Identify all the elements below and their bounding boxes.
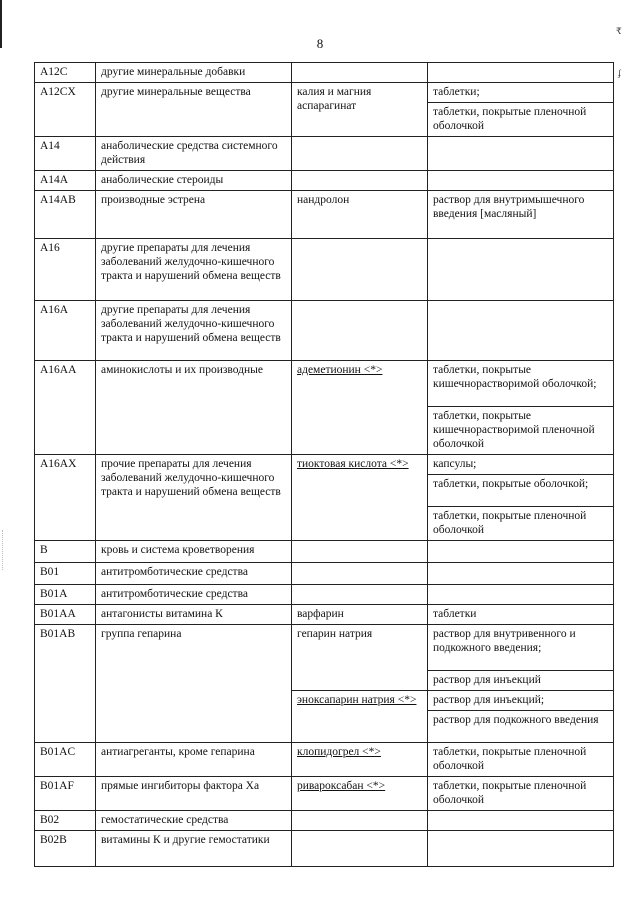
dosage-form: раствор для внутримышечного введения [масляный] xyxy=(428,191,614,239)
drug-name-cell xyxy=(292,239,428,301)
table-row xyxy=(35,831,614,867)
table-row xyxy=(35,455,614,475)
group-name: антагонисты витамина К xyxy=(96,605,292,625)
dosage-form-cell xyxy=(428,585,614,605)
drug-name-cell xyxy=(292,831,428,867)
drug-name: калия и магния аспарагинат xyxy=(292,83,428,137)
drug-name: нандролон xyxy=(292,191,428,239)
dosage-form-cell xyxy=(428,563,614,585)
table-row xyxy=(35,83,614,103)
table-row xyxy=(35,563,614,585)
atc-code: B01AA xyxy=(35,605,96,625)
drug-name-cell xyxy=(292,137,428,171)
scan-artifact xyxy=(2,530,4,570)
dosage-form: таблетки, покрытые оболочкой; xyxy=(428,475,614,507)
atc-code: A16 xyxy=(35,239,96,301)
atc-code: A16AA xyxy=(35,361,96,455)
drug-name-cell xyxy=(292,63,428,83)
dosage-form: таблетки xyxy=(428,605,614,625)
atc-code: A16AX xyxy=(35,455,96,541)
group-name: другие минеральные добавки xyxy=(96,63,292,83)
table-row xyxy=(35,191,614,239)
table-row xyxy=(35,585,614,605)
dosage-form-cell xyxy=(428,301,614,361)
corner-mark: ʄ xyxy=(618,68,621,78)
dosage-form: таблетки, покрытые кишечнорастворимой пленочной оболочкой xyxy=(428,407,614,455)
group-name: прямые ингибиторы фактора Xa xyxy=(96,777,292,811)
dosage-form: раствор для внутривенного и подкожного введения; xyxy=(428,625,614,671)
drug-name: тиоктовая кислота <*> xyxy=(292,455,428,541)
group-name: антиагреганты, кроме гепарина xyxy=(96,743,292,777)
drug-name: ривароксабан <*> xyxy=(292,777,428,811)
dosage-form-cell xyxy=(428,63,614,83)
group-name: аминокислоты и их производные xyxy=(96,361,292,455)
atc-code: B02 xyxy=(35,811,96,831)
dosage-form: таблетки; xyxy=(428,83,614,103)
table-row xyxy=(35,137,614,171)
drug-name-cell xyxy=(292,585,428,605)
group-name: другие минеральные вещества xyxy=(96,83,292,137)
table-row xyxy=(35,625,614,671)
drug-name: клопидогрел <*> xyxy=(292,743,428,777)
dosage-form: раствор для подкожного введения xyxy=(428,711,614,743)
dosage-form: таблетки, покрытые кишечнорастворимой оболочкой; xyxy=(428,361,614,407)
dosage-form: раствор для инъекций; xyxy=(428,691,614,711)
group-name: группа гепарина xyxy=(96,625,292,743)
drug-name: адеметионин <*> xyxy=(292,361,428,455)
atc-code: A16A xyxy=(35,301,96,361)
group-name: прочие препараты для лечения заболеваний желудочно-кишечного тракта и нарушений обмена веществ xyxy=(96,455,292,541)
atc-code: A14AB xyxy=(35,191,96,239)
dosage-form-cell xyxy=(428,137,614,171)
drug-name-cell xyxy=(292,541,428,563)
group-name: гемостатические средства xyxy=(96,811,292,831)
table-row xyxy=(35,63,614,83)
drug-name: эноксапарин натрия <*> xyxy=(292,691,428,743)
drug-name: гепарин натрия xyxy=(292,625,428,691)
corner-mark: ₹ xyxy=(616,26,622,36)
group-name: антитромботические средства xyxy=(96,585,292,605)
drug-name-cell xyxy=(292,811,428,831)
table-row xyxy=(35,171,614,191)
table-row xyxy=(35,605,614,625)
atc-code: B01AB xyxy=(35,625,96,743)
table-row xyxy=(35,361,614,407)
dosage-form: раствор для инъекций xyxy=(428,671,614,691)
atc-code: B01AF xyxy=(35,777,96,811)
dosage-form-cell xyxy=(428,239,614,301)
group-name: другие препараты для лечения заболеваний желудочно-кишечного тракта и нарушений обмена веществ xyxy=(96,301,292,361)
atc-code: A14 xyxy=(35,137,96,171)
atc-code: A12C xyxy=(35,63,96,83)
table-row xyxy=(35,811,614,831)
group-name: другие препараты для лечения заболеваний желудочно-кишечного тракта и нарушений обмена веществ xyxy=(96,239,292,301)
table-row xyxy=(35,743,614,777)
table-row xyxy=(35,777,614,811)
drug-name-cell xyxy=(292,171,428,191)
group-name: антитромботические средства xyxy=(96,563,292,585)
dosage-form: таблетки, покрытые пленочной оболочкой xyxy=(428,103,614,137)
dosage-form-cell xyxy=(428,811,614,831)
table-row xyxy=(35,301,614,361)
dosage-form-cell xyxy=(428,541,614,563)
dosage-form: таблетки, покрытые пленочной оболочкой xyxy=(428,777,614,811)
group-name: производные эстрена xyxy=(96,191,292,239)
atc-code: A14A xyxy=(35,171,96,191)
atc-code: B02B xyxy=(35,831,96,867)
dosage-form: капсулы; xyxy=(428,455,614,475)
medication-table xyxy=(34,62,614,867)
dosage-form: таблетки, покрытые пленочной оболочкой xyxy=(428,507,614,541)
atc-code: B01AC xyxy=(35,743,96,777)
page-number: 8 xyxy=(316,36,324,51)
table-row xyxy=(35,239,614,301)
drug-name-cell xyxy=(292,563,428,585)
atc-code: B01 xyxy=(35,563,96,585)
atc-code: B xyxy=(35,541,96,563)
dosage-form-cell xyxy=(428,171,614,191)
group-name: кровь и система кроветворения xyxy=(96,541,292,563)
group-name: анаболические стероиды xyxy=(96,171,292,191)
group-name: анаболические средства системного действия xyxy=(96,137,292,171)
drug-name-cell xyxy=(292,301,428,361)
table-row xyxy=(35,541,614,563)
atc-code: B01A xyxy=(35,585,96,605)
dosage-form: таблетки, покрытые пленочной оболочкой xyxy=(428,743,614,777)
atc-code: A12CX xyxy=(35,83,96,137)
dosage-form-cell xyxy=(428,831,614,867)
group-name: витамины К и другие гемостатики xyxy=(96,831,292,867)
drug-name: варфарин xyxy=(292,605,428,625)
